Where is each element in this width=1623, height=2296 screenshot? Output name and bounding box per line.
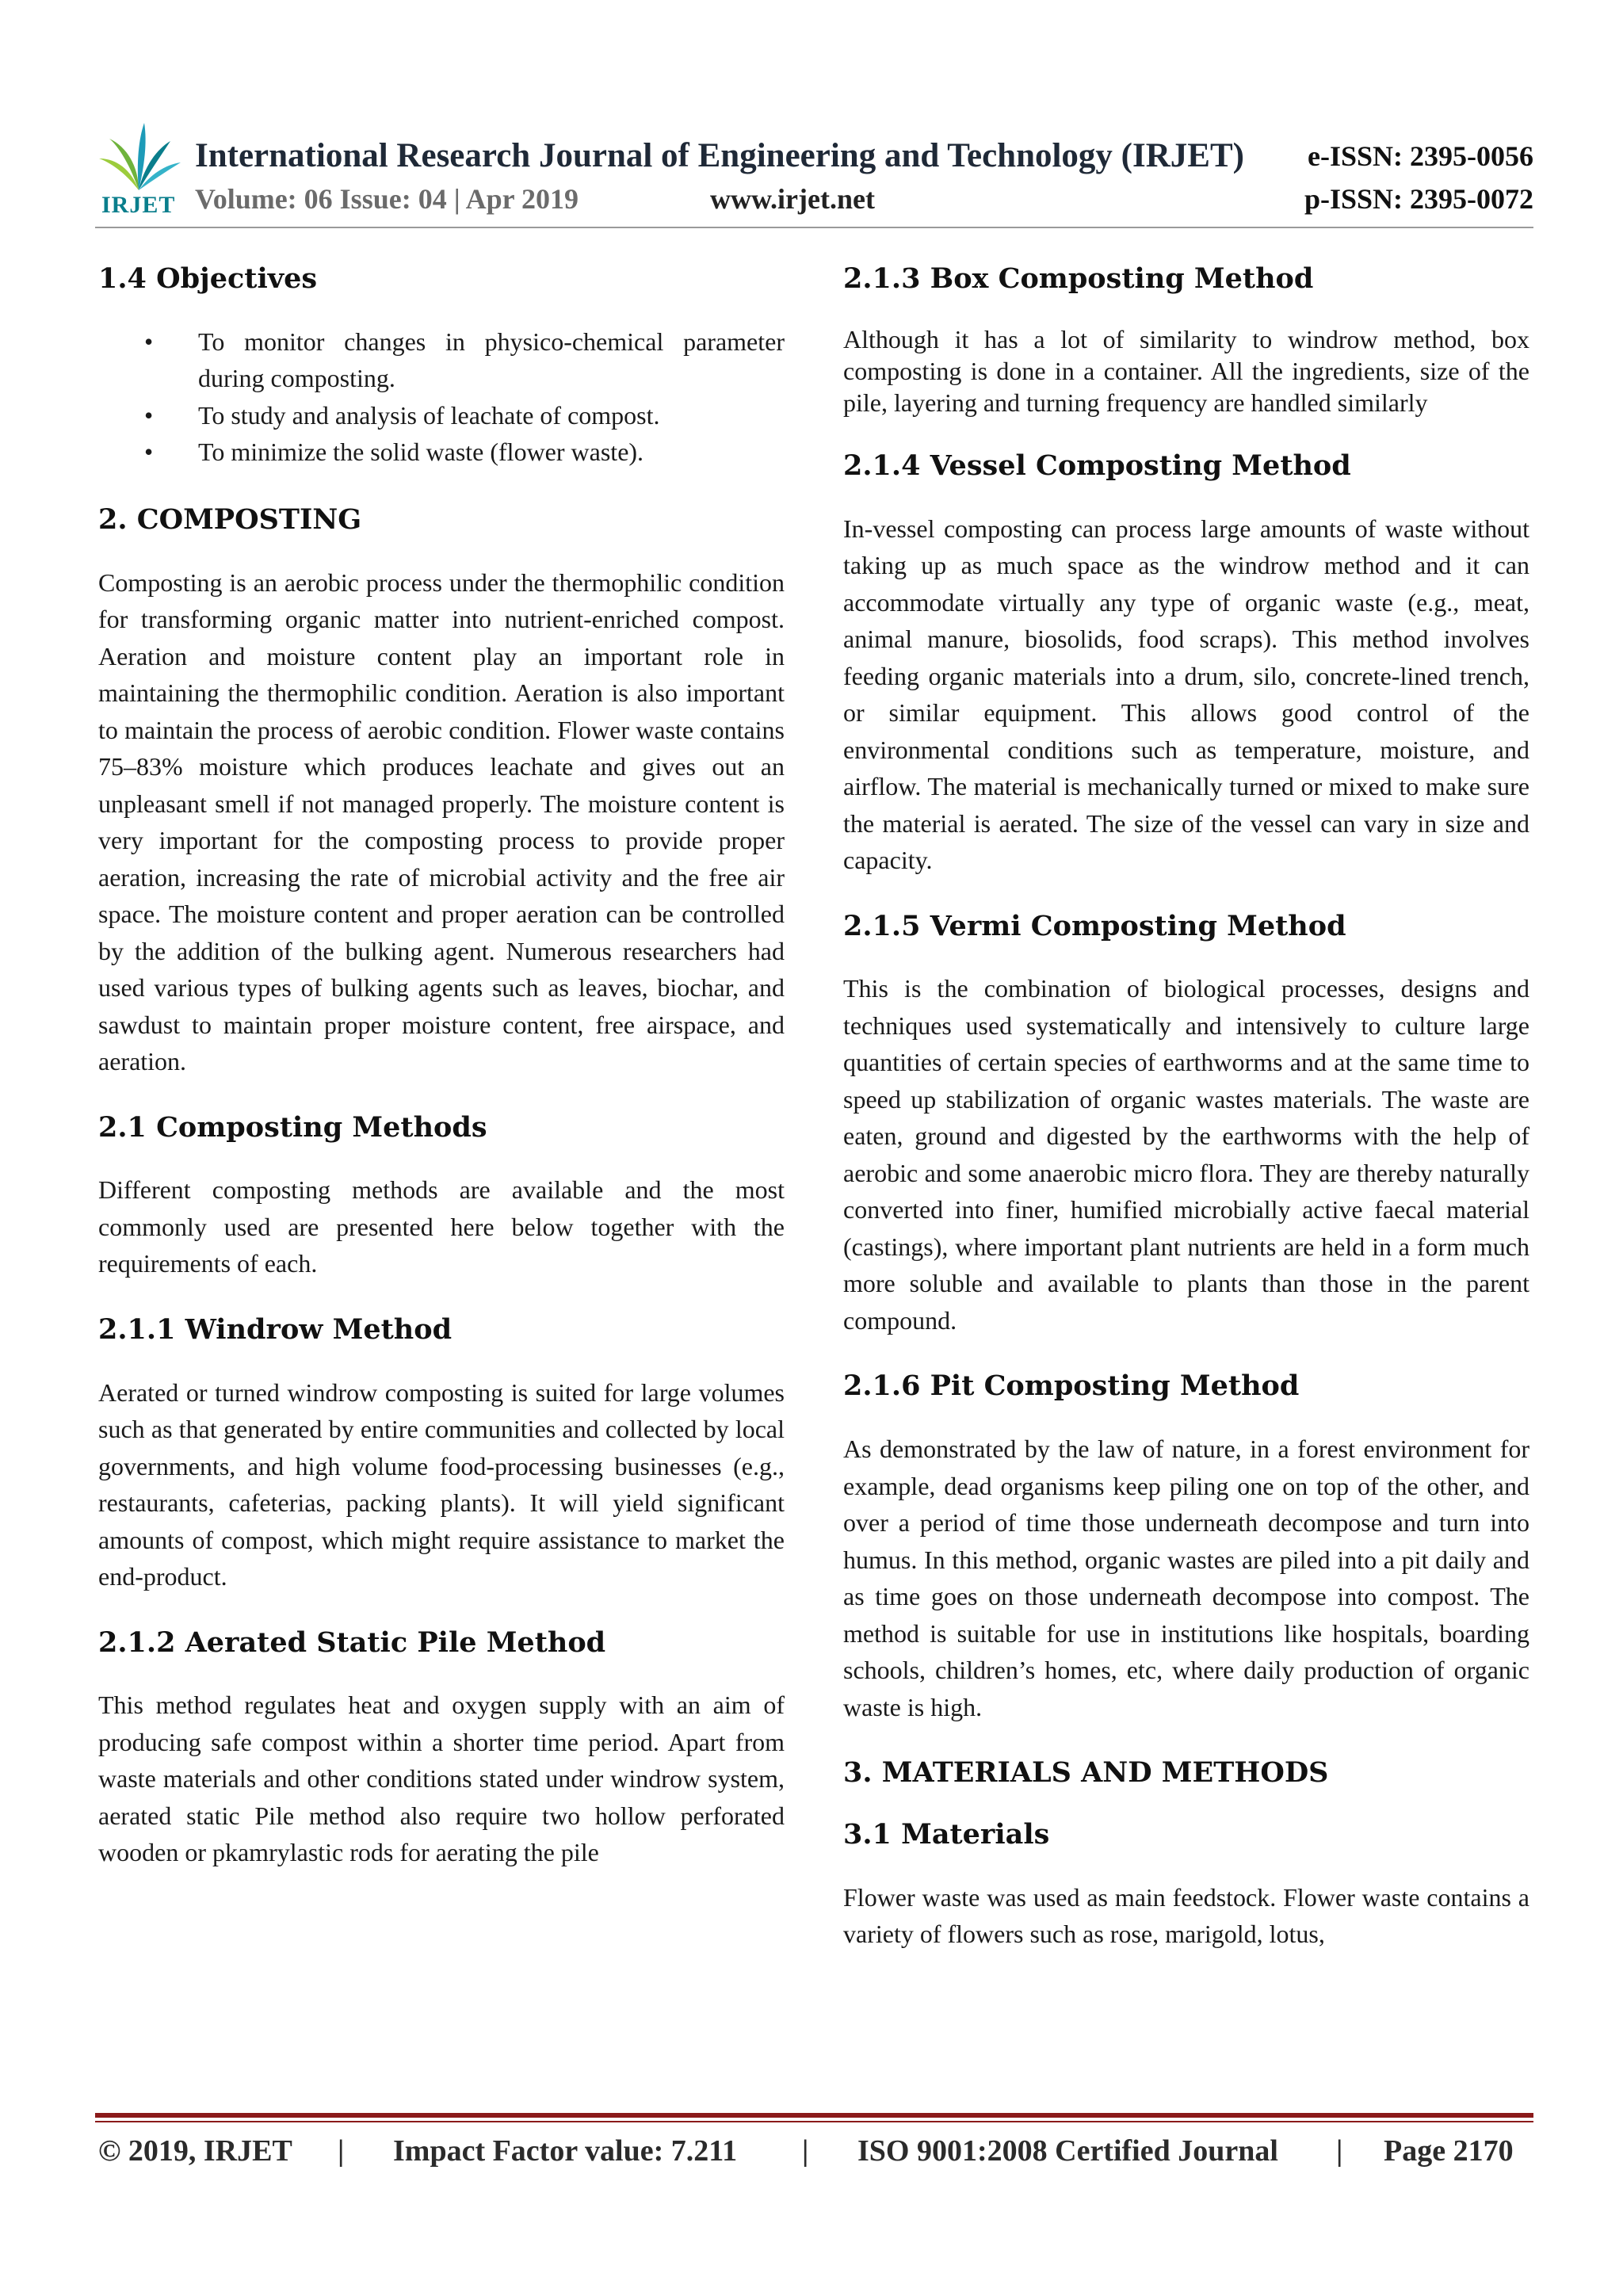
windrow-heading: 2.1.1 Windrow Method (98, 1312, 453, 1346)
p-issn: p-ISSN: 2395-0072 (1304, 183, 1533, 215)
methods-paragraph: Different composting methods are available and the most commonly used are presented here below together with the requirements of each. (98, 1175, 785, 1278)
vessel-paragraph: In-vessel composting can process large amounts of waste without taking up as much space as the windrow method and it can accommodate virtually any type of organic waste (e.g., meat, animal manure, biosolids, food scraps). This method involves feeding organic materials into a drum, silo, concrete-lined trench, or similar equipment. This allows good control of the environmental conditions such as temperature, moisture, and airflow. The material is mechanically turned or mixed to make sure the material is aerated. The size of the vessel can vary in size and capacity. (843, 514, 1529, 874)
footer-page-number: Page 2170 (1384, 2134, 1514, 2168)
vermi-paragraph: This is the combination of biological processes, designs and techniques used systematically and intensively to culture large quantities of certain species of earthworms and at the same time to speed up stabilization of organic wastes materials. The waste are eaten, ground and digested by the earthworms with the help of aerobic and some anaerobic micro flora. They are thereby naturally converted into finer, humified microbially active faecal material (castings), where important plant nutrients are held in a form much more soluble and available to plants than those in the parent compound. (843, 974, 1529, 1335)
irjet-logo (95, 119, 182, 222)
methods-heading: 2.1 Composting Methods (98, 1110, 487, 1144)
e-issn: e-ISSN: 2395-0056 (1308, 140, 1533, 172)
composting-paragraph: Composting is an aerobic process under the thermophilic condition for transforming organic matter into nutrient-enriched compost. Aeration and moisture content play an important role in maintaining the thermophilic condition. Aeration is also important to maintain the process of aerobic condition. Flower waste contains 75–83% moisture which produces leachate and gives out an unpleasant smell if not managed properly. The moisture content is very important for the composting process to provide proper aeration, increasing the rate of microbial activity and the free air space. The moisture content and proper aeration can be controlled by the addition of the bulking agent. Numerous researchers had used various types of bulking agents such as leaves, biochar, and sawdust to maintain proper moisture content, free airspace, and aeration. (98, 567, 785, 1075)
objectives-heading: 1.4 Objectives (98, 262, 318, 295)
footer-divider-thick (95, 2113, 1533, 2118)
volume-issue: Volume: 06 Issue: 04 | Apr 2019 (195, 183, 579, 215)
pit-paragraph: As demonstrated by the law of nature, in a forest environment for example, dead organisms keep piling one on top of the other, and over a period of time those underneath decompose and turn into humus. In this method, organic wastes are piled into a pit daily and as time goes on those underneath decompose into compost. The method is suitable for use in institutions like hospitals, boarding schools, children’s homes, etc, where daily production of organic waste is high. (843, 1435, 1529, 1721)
objectives-list (98, 323, 785, 471)
bullet-icon: • (144, 437, 154, 467)
footer-copyright: © 2019, IRJET (98, 2134, 292, 2168)
box-paragraph: Although it has a lot of similarity to windrow method, box composting is done in a container. All the ingredients, size of the pile, layering and turning frequency are handled similarly (843, 324, 1529, 417)
vessel-heading: 2.1.4 Vessel Composting Method (843, 449, 1351, 482)
right-column (843, 262, 1529, 1983)
header-divider (95, 227, 1533, 228)
footer-separator: | (338, 2134, 345, 2168)
materials-paragraph: Flower waste was used as main feedstock. Flower waste contains a variety of flowers such as rose, marigold, lotus, (843, 1882, 1529, 1948)
list-item: • To monitor changes in physico-chemical parameter during composting. (98, 323, 785, 397)
static-pile-heading: 2.1.2 Aerated Static Pile Method (98, 1626, 606, 1659)
page-footer (98, 2134, 1525, 2181)
composting-heading: 2. COMPOSTING (98, 502, 362, 536)
materials-heading: 3.1 Materials (843, 1817, 1050, 1851)
footer-separator: | (1336, 2134, 1343, 2168)
footer-divider-thin (95, 2121, 1533, 2122)
materials-methods-heading: 3. MATERIALS AND METHODS (843, 1756, 1329, 1789)
journal-title: International Research Journal of Engineering and Technology (IRJET) (195, 137, 1244, 174)
footer-iso: ISO 9001:2008 Certified Journal (857, 2134, 1278, 2168)
logo-wordmark: IRJET (101, 192, 176, 218)
bullet-icon: • (144, 327, 154, 356)
left-column (98, 262, 785, 1901)
vermi-heading: 2.1.5 Vermi Composting Method (843, 909, 1346, 942)
box-heading: 2.1.3 Box Composting Method (843, 262, 1314, 295)
footer-impact-factor: Impact Factor value: 7.211 (393, 2134, 738, 2168)
bullet-icon: • (144, 400, 154, 430)
windrow-paragraph: Aerated or turned windrow composting is suited for large volumes such as that generated by entire communities and collected by local governments, and high volume food-processing businesses (e.g., restaurants, cafeterias, packing plants). It will yield significant amounts of compost, which might require assistance to market the end-product. (98, 1377, 785, 1591)
list-item: • To study and analysis of leachate of compost. (98, 397, 785, 434)
static-pile-paragraph: This method regulates heat and oxygen supply with an aim of producing safe compost within a shorter time period. Apart from waste materials and other conditions stated under windrow system, aerated static Pile method also require two hollow perforated wooden or pkamrylastic rods for aerating the pile (98, 1690, 785, 1867)
leaf-logo-icon (95, 119, 182, 194)
pit-heading: 2.1.6 Pit Composting Method (843, 1370, 1300, 1403)
page-header (95, 111, 1533, 230)
footer-separator: | (802, 2134, 809, 2168)
journal-website: www.irjet.net (710, 183, 875, 215)
list-item: • To minimize the solid waste (flower waste). (98, 434, 785, 471)
